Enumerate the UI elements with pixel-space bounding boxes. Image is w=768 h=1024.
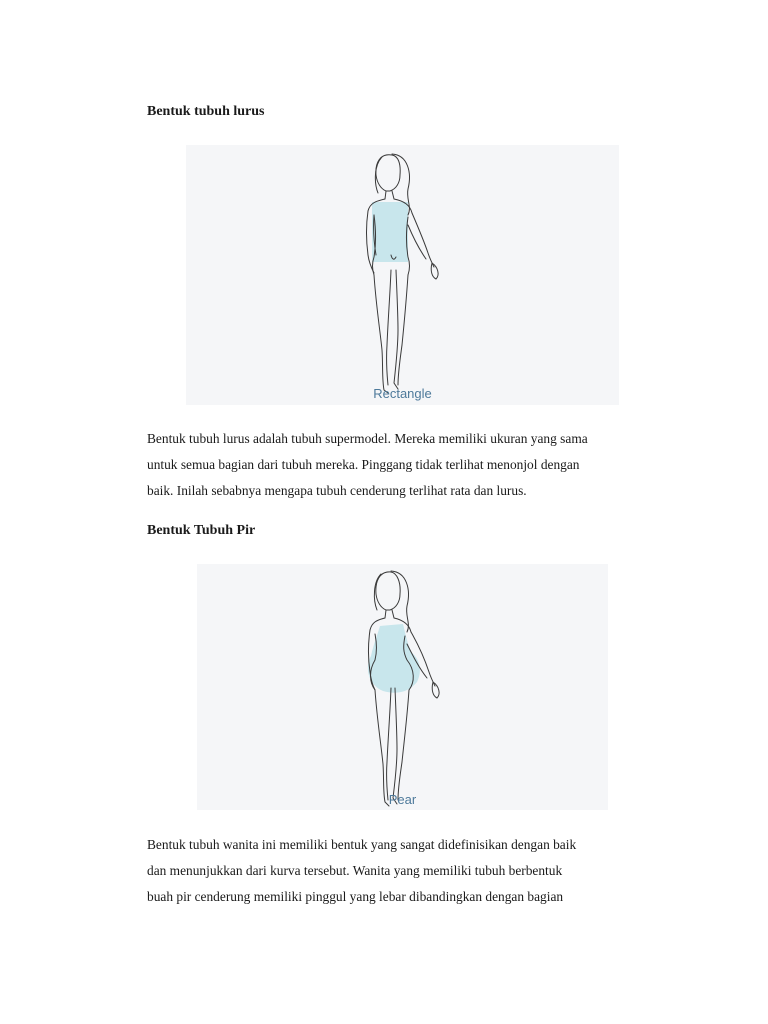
- section-paragraph: [147, 426, 667, 504]
- paragraph-line: Bentuk tubuh lurus adalah tubuh supermodel. Mereka memiliki ukuran yang sama: [147, 431, 588, 446]
- section-paragraph: [147, 832, 667, 910]
- figure-pear-body: [197, 564, 608, 810]
- paragraph-line: untuk semua bagian dari tubuh mereka. Pinggang tidak terlihat menonjol dengan: [147, 457, 580, 472]
- rectangle-body-illustration: [186, 145, 619, 405]
- paragraph-line: Bentuk tubuh wanita ini memiliki bentuk yang sangat didefinisikan dengan baik: [147, 837, 577, 852]
- paragraph-line: baik. Inilah sebabnya mengapa tubuh cenderung terlihat rata dan lurus.: [147, 483, 527, 498]
- pear-body-illustration: [197, 564, 608, 810]
- female-figure-line-art: [367, 154, 439, 393]
- paragraph-line: dan menunjukkan dari kurva tersebut. Wanita yang memiliki tubuh berbentuk: [147, 863, 563, 878]
- figure-caption: Pear: [388, 792, 417, 807]
- figure-rectangle-body: [186, 145, 619, 405]
- section-heading-pear-body: Bentuk Tubuh Pir: [147, 523, 256, 538]
- figure-caption: Rectangle: [373, 386, 432, 401]
- rectangle-shape-highlight: [372, 202, 408, 262]
- paragraph-line: buah pir cenderung memiliki pinggul yang lebar dibandingkan dengan bagian: [147, 889, 564, 904]
- section-heading-straight-body: Bentuk tubuh lurus: [147, 104, 265, 119]
